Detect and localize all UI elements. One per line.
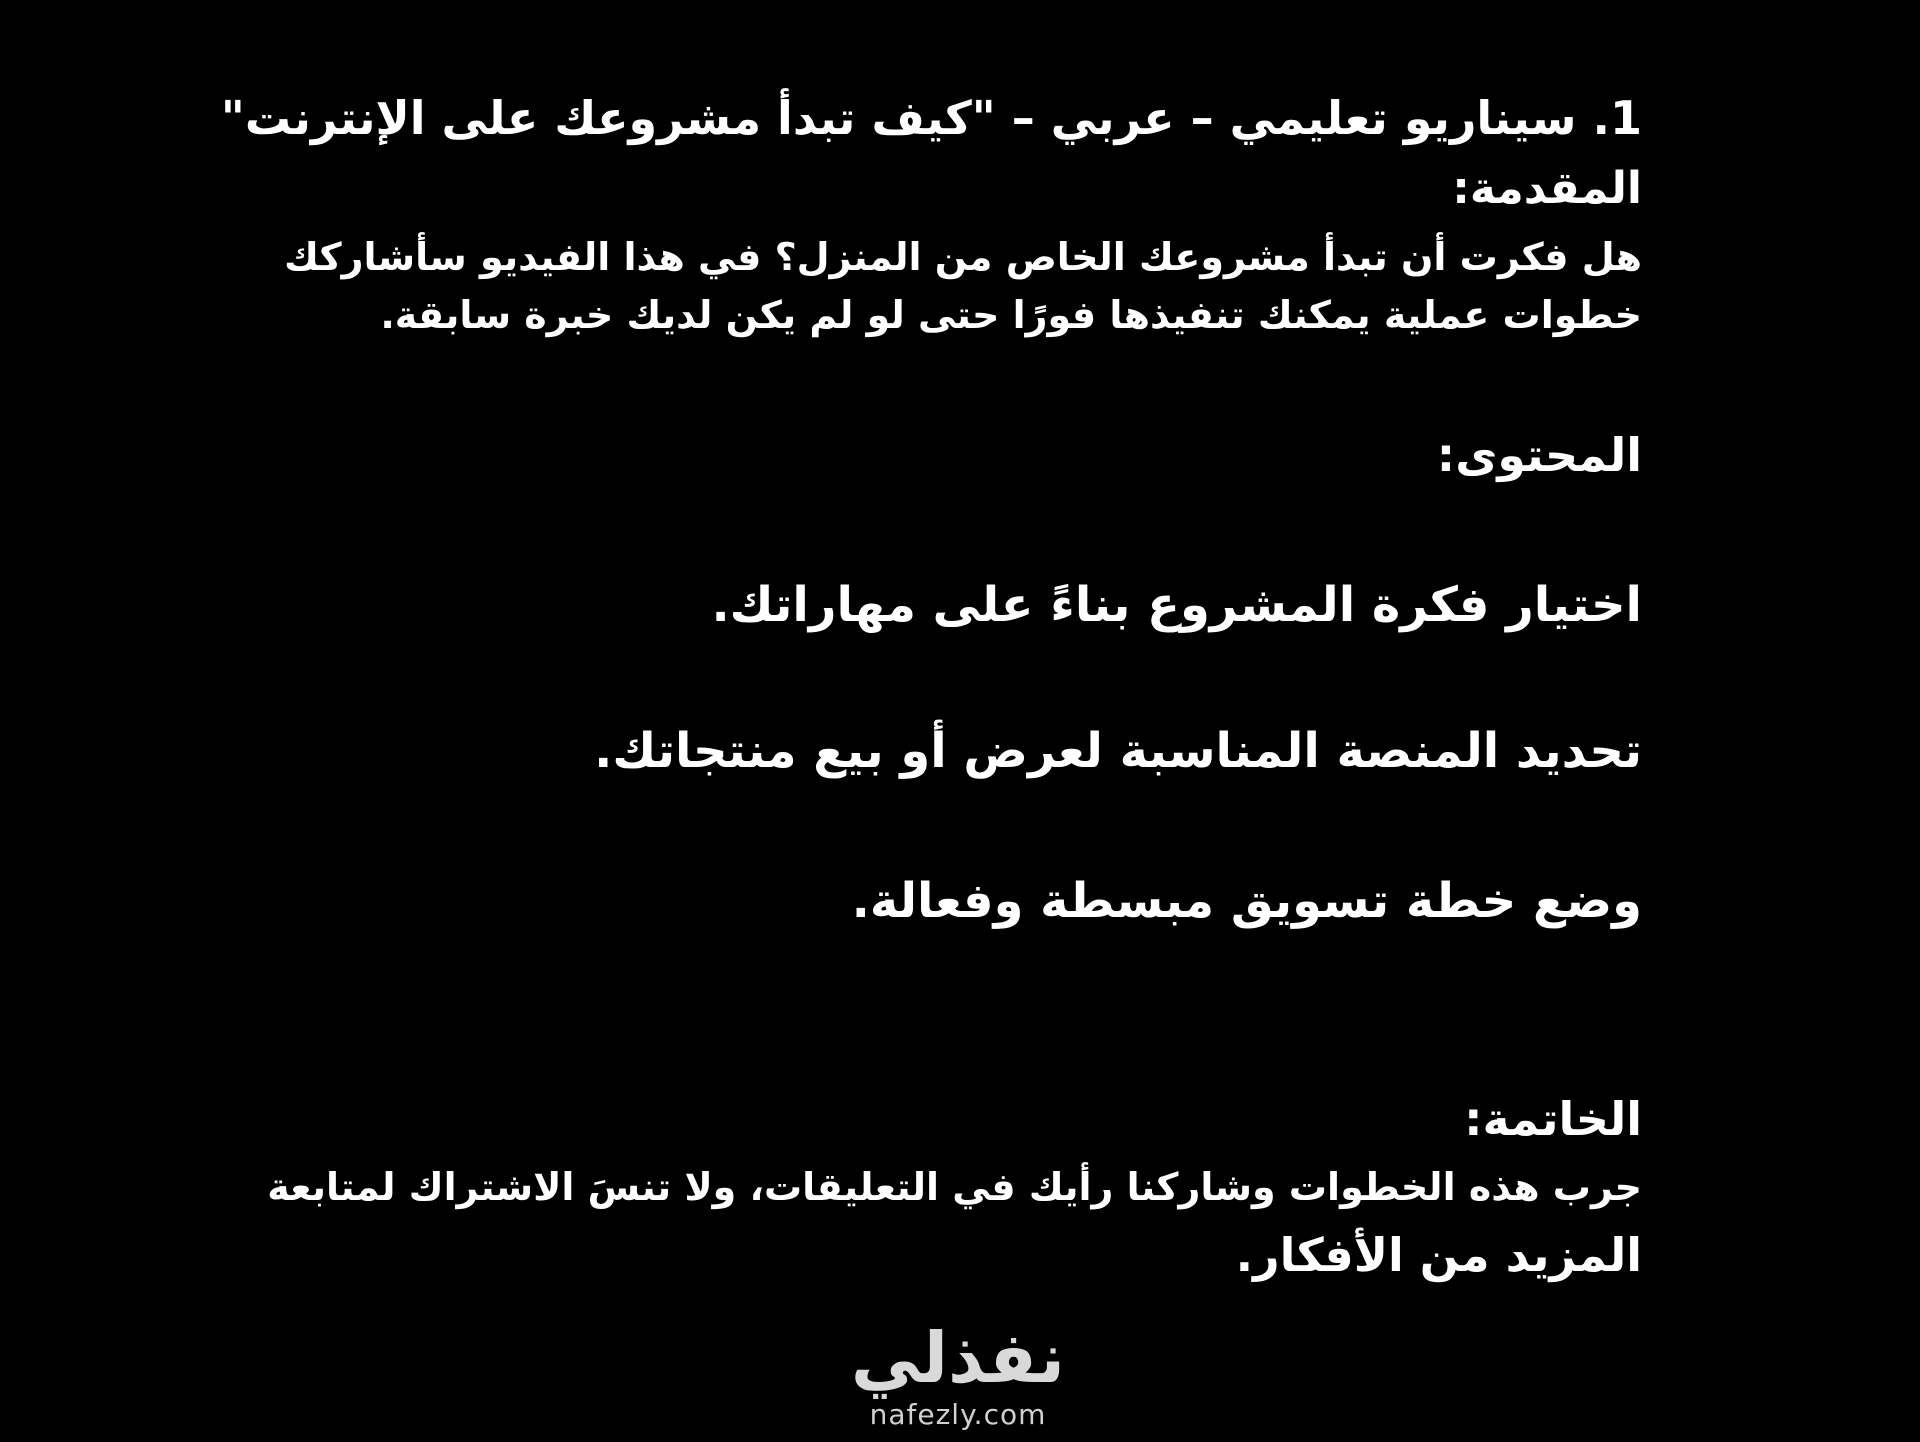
outro-line-2: المزيد من الأفكار. <box>1235 1228 1642 1282</box>
intro-line-1: هل فكرت أن تبدأ مشروعك الخاص من المنزل؟ في هذا الفيديو سأشاركك <box>284 235 1642 279</box>
content-step-3: وضع خطة تسويق مبسطة وفعالة. <box>851 873 1642 929</box>
intro-paragraph <box>242 228 1642 344</box>
content-step-1: اختيار فكرة المشروع بناءً على مهاراتك. <box>711 577 1642 633</box>
outro-line-1: جرب هذه الخطوات وشاركنا رأيك في التعليقات، ولا تنسَ الاشتراك لمتابعة <box>267 1165 1642 1209</box>
intro-line-2: خطوات عملية يمكنك تنفيذها فورًا حتى لو لم يكن لديك خبرة سابقة. <box>380 293 1642 337</box>
content-heading: المحتوى: <box>1436 428 1642 482</box>
watermark-logo <box>848 1318 1068 1438</box>
page-title: 1. سيناريو تعليمي – عربي – "كيف تبدأ مشروعك على الإنترنت" <box>220 91 1642 145</box>
logo-wordmark: نفذلي <box>850 1317 1066 1399</box>
outro-heading: الخاتمة: <box>1464 1092 1642 1146</box>
logo-domain: nafezly.com <box>869 1398 1047 1431</box>
content-step-2: تحديد المنصة المناسبة لعرض أو بيع منتجاتك. <box>594 723 1642 779</box>
intro-heading: المقدمة: <box>1452 163 1642 214</box>
